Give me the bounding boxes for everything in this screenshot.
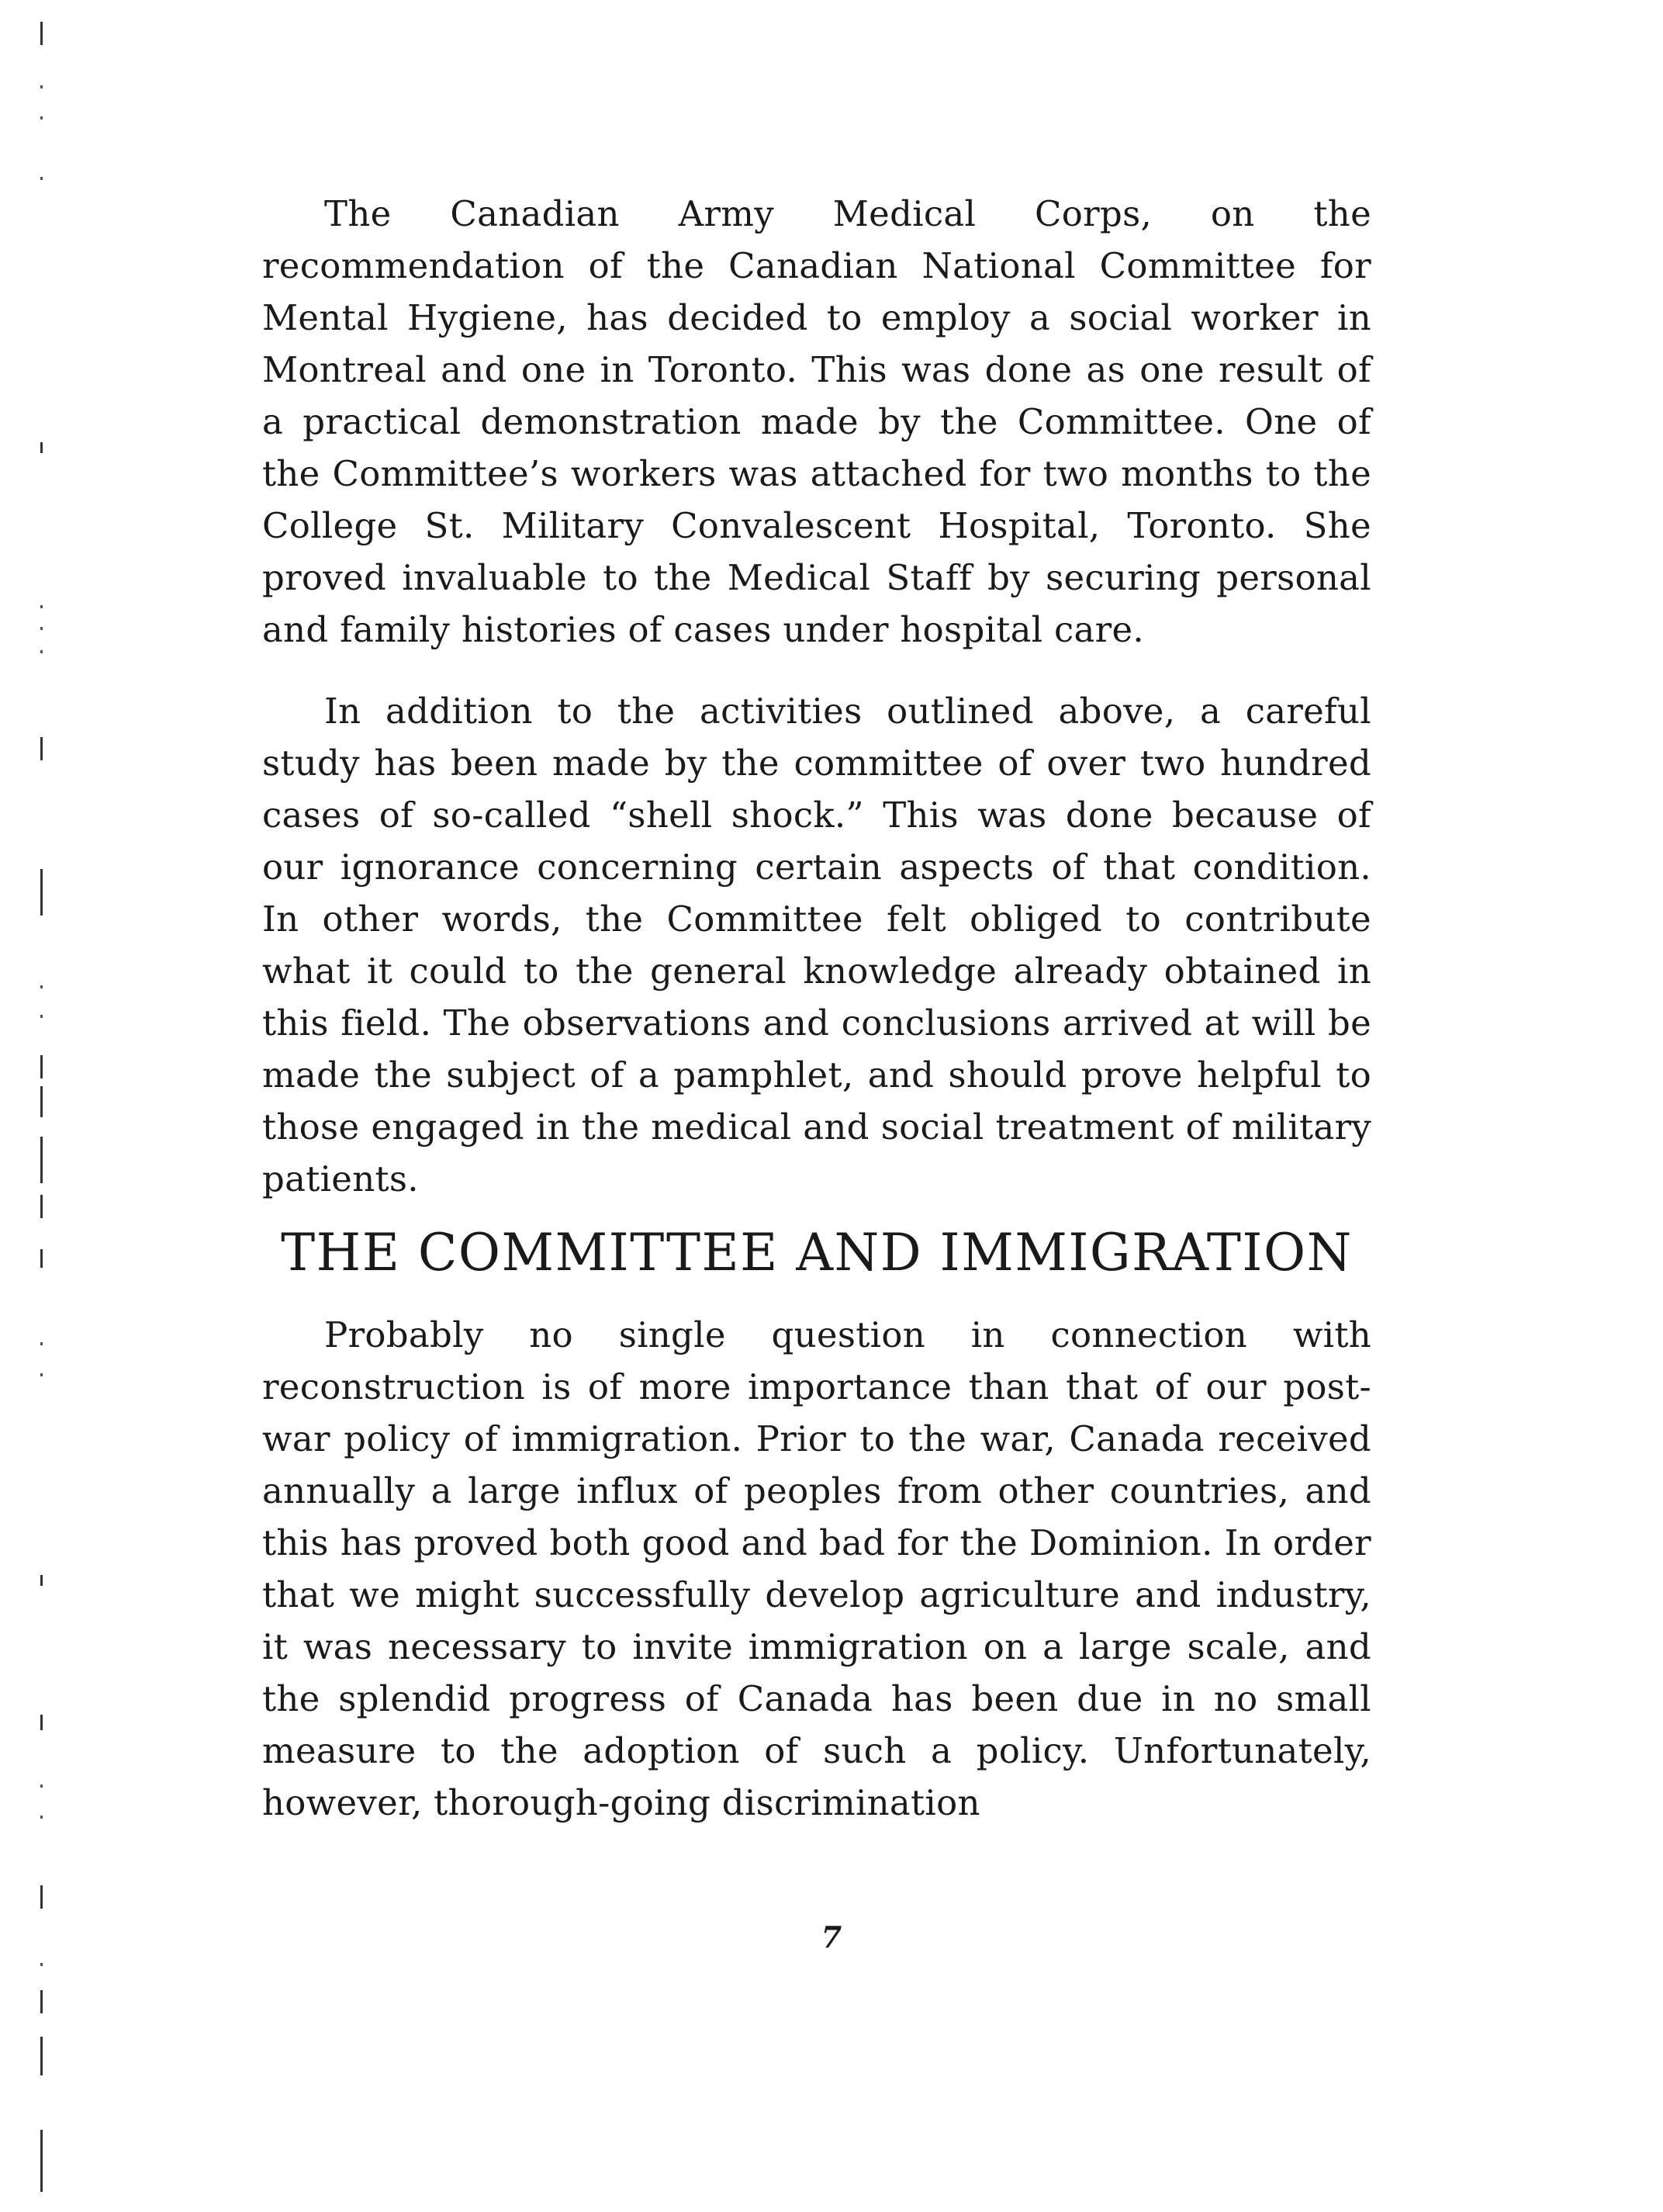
scan-mark <box>40 869 43 916</box>
scan-mark <box>40 116 43 119</box>
scan-mark <box>40 1963 43 1966</box>
body-paragraph: The Canadian Army Medical Corps, on the recommendation of the Canadian National Committee for Mental Hygiene, has decided to employ a social worker in Montreal and one in Toronto. This was done as one result of a practical demonstration made by the Committee. One of the Committee’s workers was attached for two months to the College St. Military Convalescent Hospital, Toronto. She proved invaluable to the Medical Staff by securing personal and family histories of cases under hospital care. <box>262 193 1371 650</box>
scan-mark <box>40 1195 43 1218</box>
scan-mark <box>40 1015 43 1018</box>
scan-mark <box>40 1990 43 2013</box>
scan-mark <box>40 1373 43 1376</box>
scan-mark <box>40 1055 43 1078</box>
scan-mark <box>40 1137 43 1183</box>
scan-mark <box>40 737 43 760</box>
scan-mark <box>40 1816 43 1819</box>
scan-mark <box>40 1342 43 1345</box>
scan-mark <box>40 1575 43 1586</box>
scan-mark <box>40 442 43 453</box>
scan-mark <box>40 605 43 608</box>
scan-mark <box>40 85 43 88</box>
scan-mark <box>40 650 43 653</box>
section-heading: THE COMMITTEE AND IMMIGRATION <box>281 1223 1353 1283</box>
scan-margin-marks <box>29 0 61 2212</box>
scan-mark <box>40 1784 43 1788</box>
body-paragraph: Probably no single question in connection with reconstruction is of more importance than that of our post-war policy of immigration. Prior to the war, Canada received annually a large influx of peoples from other countries, and this has proved both good and bad for the Dominion. In order that we might successfully develop agriculture and industry, it was necessary to invite immigration on a large scale, and the splendid progress of Canada has been due in no small measure to the adoption of such a policy. Unfortunately, however, thorough-going discrimination <box>262 1314 1371 1823</box>
body-paragraph: In addition to the activities outlined above, a careful study has been made by the committee of over two hundred cases of so-called “shell shock.” This was done because of our ignorance concerning certain aspects of that condition. In other words, the Committee felt obliged to contribute what it could to the general knowledge already obtained in this field. The observations and conclusions arrived at will be made the subject of a pamphlet, and should prove helpful to those engaged in the medical and social treatment of military patients. <box>262 691 1371 1199</box>
scan-mark <box>40 1885 43 1909</box>
scan-mark <box>40 1249 43 1268</box>
scan-mark <box>40 22 43 45</box>
scan-mark <box>40 2037 43 2075</box>
scan-mark <box>40 2130 43 2192</box>
scan-mark <box>40 627 43 630</box>
scan-mark <box>40 985 43 988</box>
page-number: 7 <box>821 1919 842 1954</box>
scan-mark <box>40 1715 43 1730</box>
scan-mark <box>40 177 43 180</box>
scan-mark <box>40 1086 43 1117</box>
